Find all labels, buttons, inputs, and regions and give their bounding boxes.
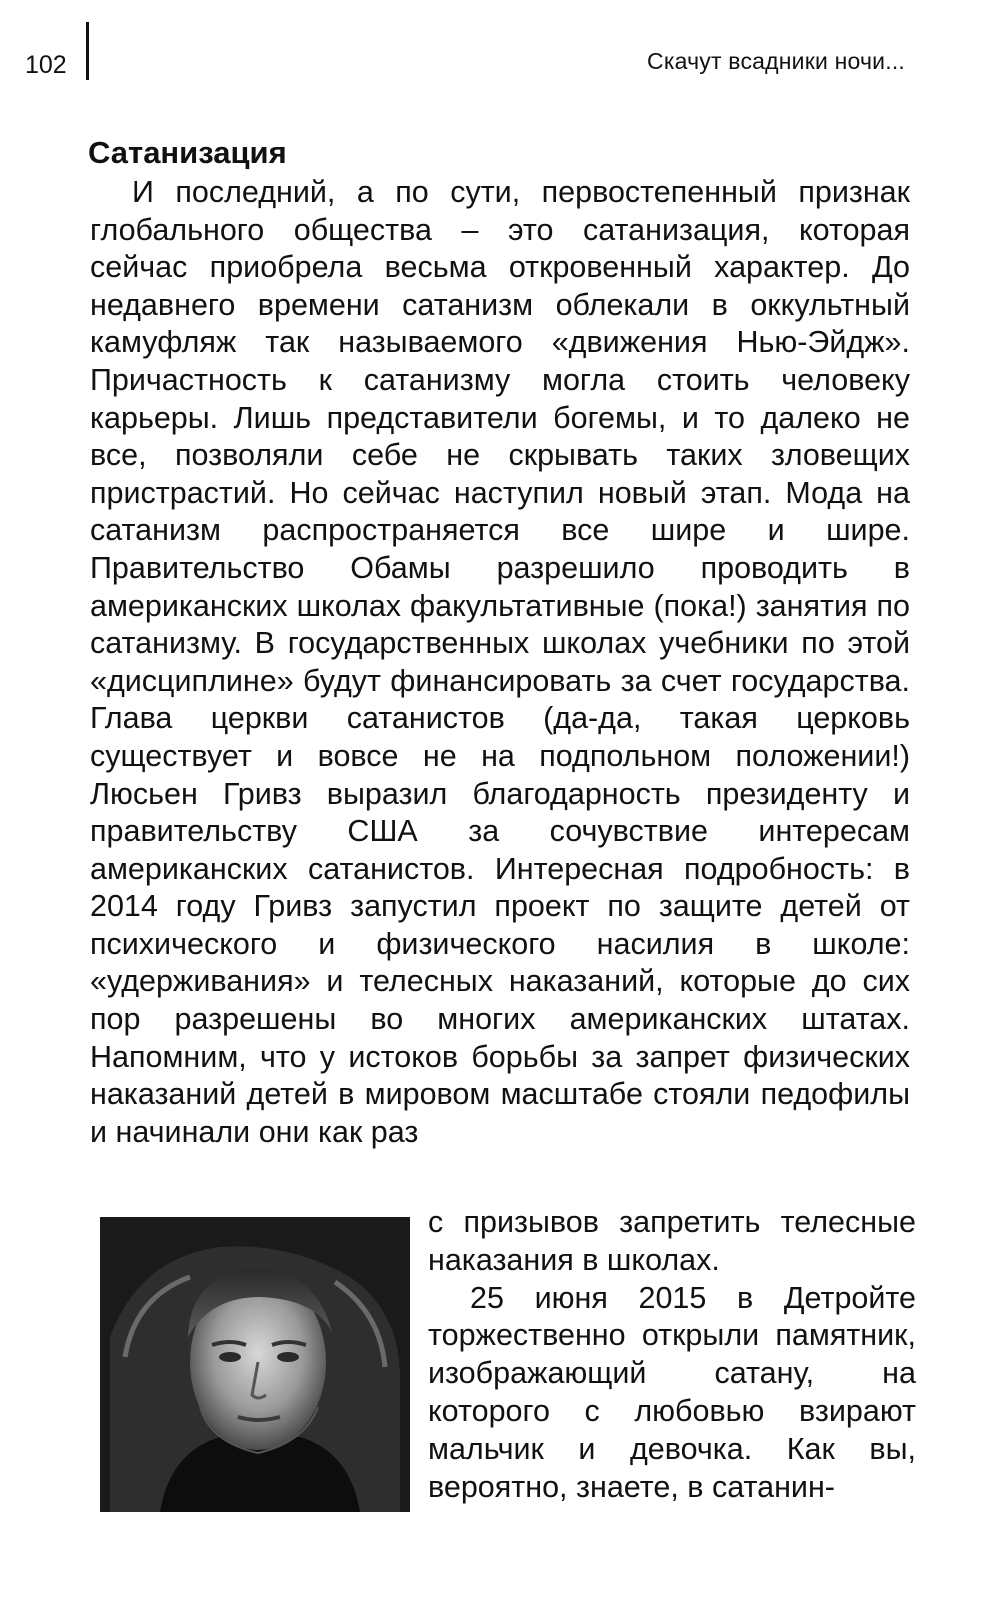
paragraph-1-ending: с призывов запретить телесные наказания в школах. [428,1205,916,1277]
body-text [90,174,910,1151]
portrait-photo-icon [100,1217,410,1512]
paragraph-2: 25 июня 2015 в Детройте торжественно открыли памятник, изображающий сатану, на которого с любовью взирают мальчик и девочка. Как вы, вероятно, знаете, в сатанин- [428,1280,916,1504]
page-header [0,0,983,100]
paragraph-1: И последний, а по сути, первостепенный признак глобального общества – это сатанизация, которая сейчас приобрела весьма откровенный характер. До недавнего времени сатанизм облекали в оккультный камуфляж так называемого «движения Нью-Эйдж». Причастность к сатанизму могла стоить человеку карьеры. Лишь представители богемы, и то далеко не все, позволяли себе не скрывать таких зловещих пристрастий. Но сейчас наступил новый этап. Мода на сатанизм распространяется все шире и шире. Правительство Обамы разрешило проводить в американских школах факультативные (пока!) занятия по сатанизму. В государственных школах учебники по этой «дисциплине» будут финансировать за счет государства. Глава церкви сатанистов (да-да, такая церковь существует и вовсе не на подпольном положении!) Люсьен Гривз выразил благодарность президенту и правительству США за сочувствие интересам американских сатанистов. Интересная подробность: в 2014 году Гривз запустил проект по защите детей от психического и физического насилия в школе: «удерживания» и телесных наказаний, которые до сих пор разрешены во многих американских штатах. Напомним, что у истоков борьбы за запрет физических наказаний детей в мировом масштабе стояли педофилы и начинали они как раз [90,175,910,1149]
running-title: Скачут всадники ночи... [647,48,905,74]
portrait-photo [100,1217,410,1512]
page-number: 102 [25,51,67,79]
section-title: Сатанизация [88,135,287,170]
header-divider [86,22,89,80]
side-text [428,1204,916,1506]
